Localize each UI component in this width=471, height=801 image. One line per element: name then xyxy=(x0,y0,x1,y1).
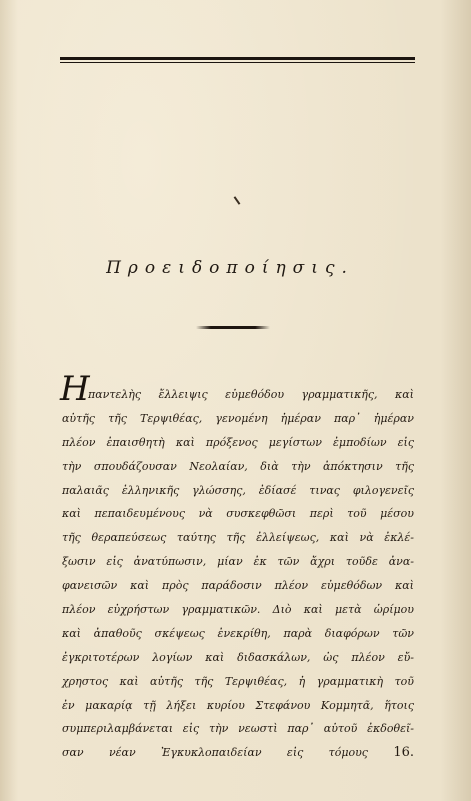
text-line: καὶ πεπαιδευμένους νὰ συσκεφθῶσι περὶ τοῦ μέσου xyxy=(62,507,414,521)
text-line: καὶ ἀπαθοῦς σκέψεως ἐνεκρίθη, παρὰ διαφόρων τῶν xyxy=(62,626,414,640)
text-line: αὐτῆς τῆς Τερψιθέας, γενομένη ἡμέραν παρ᾽ ἡμέραν xyxy=(62,411,414,425)
text-line: σαν νέαν Ἐγκυκλοπαιδείαν εἰς τόμους xyxy=(62,746,368,760)
text-line: χρηστος καὶ αὐτῆς τῆς Τερψιθέας, ἡ γραμματικὴ τοῦ xyxy=(62,674,414,688)
heading-rule xyxy=(196,326,270,329)
page-heading: Προειδοποίησις. xyxy=(106,258,354,278)
top-rule-thin xyxy=(60,62,415,63)
text-line: φανεισῶν καὶ πρὸς παράδοσιν πλέον εὐμεθόδων καὶ xyxy=(62,579,414,593)
text-line-last xyxy=(62,742,414,766)
text-line: πλέον εὐχρήστων γραμματικῶν. Διὸ καὶ μετὰ ὡρίμου xyxy=(62,603,414,617)
body-paragraph xyxy=(62,384,414,766)
text-line: ἐν μακαρίᾳ τῇ λήξει κυρίου Στεφάνου Κομμητᾶ, ἥτοις xyxy=(62,698,414,712)
text-line: πλέον ἐπαισθητὴ καὶ πρόξενος μεγίστων ἐμποδίων εἰς xyxy=(62,435,414,449)
text-line: τὴν σπουδάζουσαν Νεολαίαν, διὰ τὴν ἀπόκτησιν τῆς xyxy=(62,459,414,473)
ink-mark xyxy=(234,196,241,205)
drop-cap: Η xyxy=(60,369,90,409)
text-line: ἐγκριτοτέρων λογίων καὶ διδασκάλων, ὡς πλέον εὔ- xyxy=(62,650,414,664)
text-line: παντελὴς ἔλλειψις εὐμεθόδου γραμματικῆς, καὶ xyxy=(88,388,414,401)
text-line: παλαιᾶς ἑλληνικῆς γλώσσης, ἐδίασέ τινας φιλογενεῖς xyxy=(62,483,414,497)
text-line: συμπεριλαμβάνεται εἰς τὴν νεωστὶ παρ᾽ αὐτοῦ ἐκδοθεῖ- xyxy=(62,722,414,736)
text-line: ξωσιν εἰς ἀνατύπωσιν, μίαν ἐκ τῶν ἄχρι τοῦδε ἀνα- xyxy=(62,555,414,569)
top-rule-thick xyxy=(60,57,415,60)
text-line: τῆς θεραπεύσεως ταύτης τῆς ἐλλείψεως, καὶ νὰ ἐκλέ- xyxy=(62,531,414,545)
page-number: 16. xyxy=(393,745,415,761)
